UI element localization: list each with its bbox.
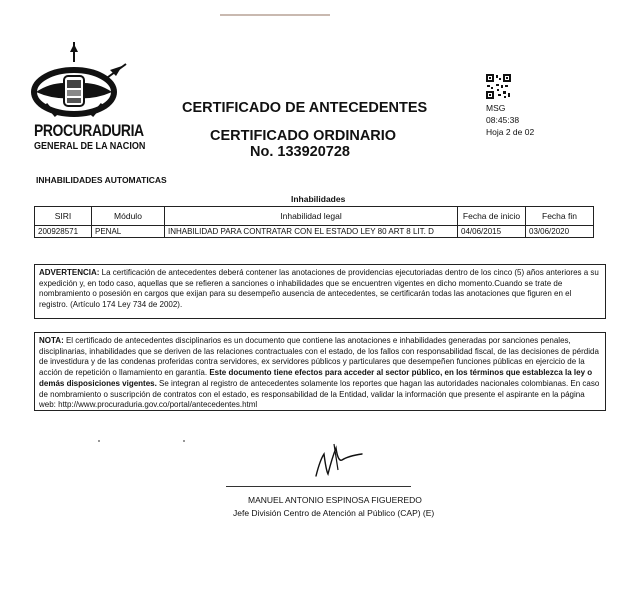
table-cell: PENAL <box>92 226 165 238</box>
certificate-number: No. 133920728 <box>250 144 350 160</box>
table-header-row <box>35 207 594 226</box>
table-cell: 03/06/2020 <box>526 226 594 238</box>
nota-box <box>34 332 606 411</box>
column-header: Inhabilidad legal <box>165 207 458 226</box>
org-name: PROCURADURIA <box>34 121 144 140</box>
nota-text: El certificado de antecedentes disciplinarios es un documento que contiene las anotaciones e inhabilidades generadas por sanciones penales, disciplinarias, inhabilidades que se deriven de las relaciones contractuales con el estado, de los fallos con responsabilidad fiscal, de las decisiones de pérdida de investidura y de las condenas proferidas contra servidores, ex servidores públicos y particulares que desempeñen funciones públicas en ejercicio de la acción de repetición o llamamiento en garantía. <box>39 336 599 378</box>
top-rule <box>220 14 330 16</box>
speck <box>183 440 185 442</box>
column-header: SIRI <box>35 207 92 226</box>
advertencia-label: ADVERTENCIA: <box>39 268 100 277</box>
table-cell: 200928571 <box>35 226 92 238</box>
column-header: Módulo <box>92 207 165 226</box>
document-subtitle: CERTIFICADO ORDINARIO <box>210 128 397 144</box>
signature-image <box>308 440 368 480</box>
advertencia-text: La certificación de antecedentes deberá contener las anotaciones de providencias ejecutoriadas dentro de los cinco (5) años anteriores a su expedición y, en todo caso, aquellas que se refieren a sanciones o inhabilidades que se encuentren vigentes en dicho momento.Cuando se trate de nombramiento o posesión en cargos que exijan para su desempeño ausencia de antecedentes, se certificarán todas las anotaciones que figuren en el registro. (Artículo 174 Ley 734 de 2002). <box>39 268 599 310</box>
meta-code: MSG <box>486 103 506 113</box>
nota-bold-text: Este documento tiene efectos para acceder al sector público, en los términos que establezca la ley o demás disposiciones vigentes. <box>39 368 593 388</box>
signature-line <box>226 486 411 487</box>
table-caption: Inhabilidades <box>291 194 346 204</box>
signatory-role: Jefe División Centro de Atención al Público (CAP) (E) <box>233 508 435 518</box>
section-title: INHABILIDADES AUTOMATICAS <box>36 175 167 185</box>
signatory-name: MANUEL ANTONIO ESPINOSA FIGUEREDO <box>248 495 422 505</box>
column-header: Fecha de inicio <box>458 207 526 226</box>
meta-time: 08:45:38 <box>486 115 520 125</box>
speck <box>98 440 100 442</box>
column-header: Fecha fin <box>526 207 594 226</box>
table-cell: INHABILIDAD PARA CONTRATAR CON EL ESTADO LEY 80 ART 8 LIT. D <box>165 226 458 238</box>
table-row <box>35 226 594 238</box>
document-title: CERTIFICADO DE ANTECEDENTES <box>182 100 428 116</box>
org-subname: GENERAL DE LA NACION <box>34 140 146 152</box>
meta-page: Hoja 2 de 02 <box>486 127 535 137</box>
meta-block <box>486 102 534 138</box>
table-cell: 04/06/2015 <box>458 226 526 238</box>
qr-code-icon <box>485 73 512 100</box>
advertencia-box <box>34 264 606 319</box>
nota-text-continued: Se integran al registro de antecedentes solamente los reportes que hagan las autoridades nacionales colombianas. En caso de nombramiento o suscripción de contratos con el estado, es responsabilidad de la Entidad, validar la información que presente el aspirante en la página web: http://www.procuraduria.gov.co/portal/antecedentes.html <box>39 378 600 410</box>
nota-label: NOTA: <box>39 336 64 345</box>
inhabilidades-table <box>34 206 594 238</box>
